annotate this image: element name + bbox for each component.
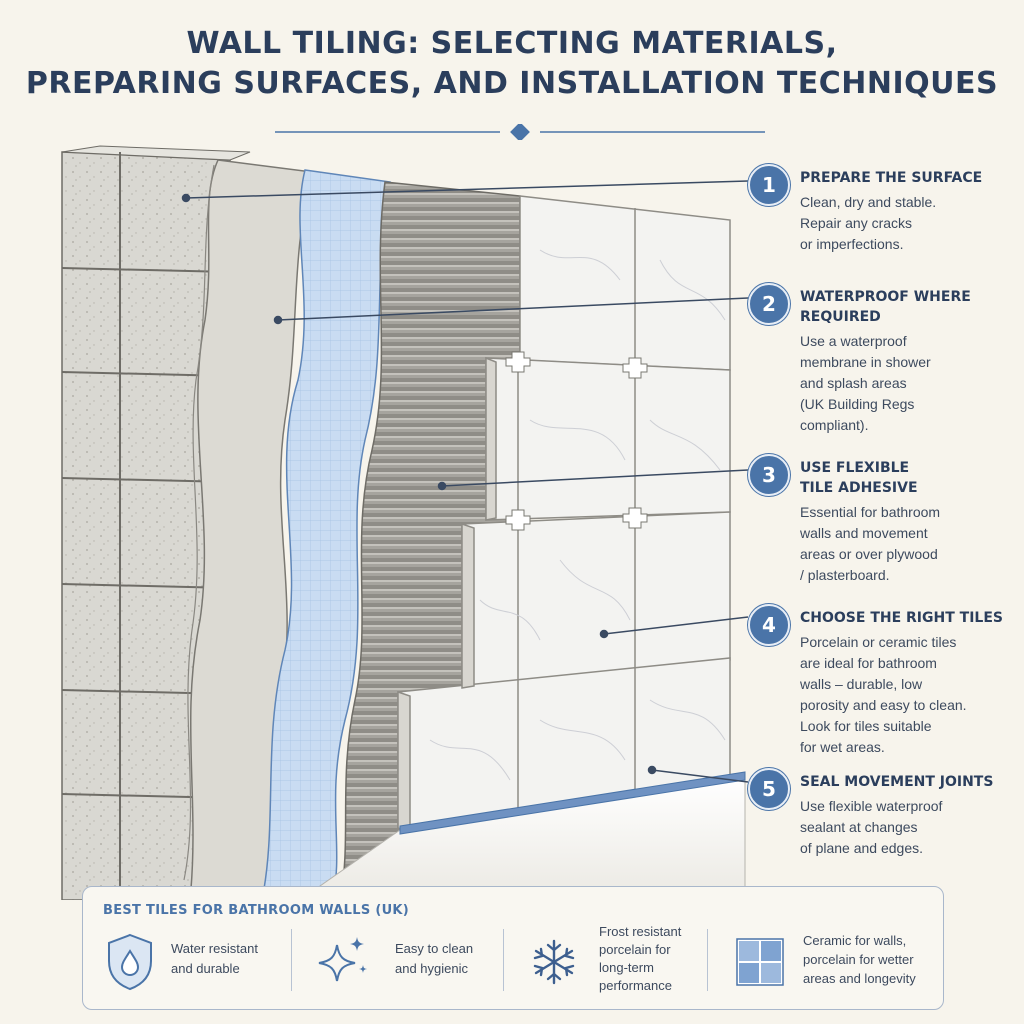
step-heading: PREPARE THE SURFACE xyxy=(800,170,983,186)
snowflake-icon xyxy=(527,931,581,993)
step-5 xyxy=(748,772,1018,859)
feature-water-resistant: Water resistant and durable xyxy=(103,923,293,1003)
title-line-1: WALL TILING: SELECTING MATERIALS, xyxy=(186,26,838,61)
step-heading: SEAL MOVEMENT JOINTS xyxy=(800,774,994,790)
step-2 xyxy=(748,287,1018,436)
sparkle-icon xyxy=(315,931,369,993)
panel-title: BEST TILES FOR BATHROOM WALLS (UK) xyxy=(103,903,410,918)
best-tiles-panel xyxy=(82,886,944,1010)
step-1 xyxy=(748,168,1018,255)
water-drop-shield-icon xyxy=(103,931,157,993)
page-title xyxy=(0,24,1024,104)
tile-grid-icon xyxy=(733,931,787,993)
step-3 xyxy=(748,458,1018,586)
title-divider xyxy=(270,124,770,140)
title-line-2: PREPARING SURFACES, AND INSTALLATION TECHNIQUES xyxy=(25,66,999,101)
step-number-badge: 5 xyxy=(748,768,790,810)
step-number-badge: 4 xyxy=(748,604,790,646)
feature-separator xyxy=(503,929,504,991)
feature-separator xyxy=(707,929,708,991)
step-body: Essential for bathroom walls and movement areas or over plywood / plasterboard. xyxy=(800,504,941,583)
feature-easy-clean: Easy to clean and hygienic xyxy=(315,923,505,1003)
feature-frost-resistant: Frost resistant porcelain for long-term performance xyxy=(527,923,717,1003)
step-heading: CHOOSE THE RIGHT TILES xyxy=(800,610,1003,626)
step-body: Clean, dry and stable. Repair any cracks or imperfections. xyxy=(800,194,937,252)
step-number-badge: 3 xyxy=(748,454,790,496)
feature-separator xyxy=(291,929,292,991)
step-body: Use a waterproof membrane in shower and splash areas (UK Building Regs compliant). xyxy=(800,333,931,433)
step-body: Use flexible waterproof sealant at changes of plane and edges. xyxy=(800,798,943,856)
step-body: Porcelain or ceramic tiles are ideal for bathroom walls – durable, low porosity and easy to clean. Look for tiles suitable for wet areas. xyxy=(800,634,967,755)
step-number-badge: 1 xyxy=(748,164,790,206)
step-number-badge: 2 xyxy=(748,283,790,325)
step-4 xyxy=(748,608,1018,758)
diamond-icon xyxy=(510,124,530,140)
step-heading: USE FLEXIBLE TILE ADHESIVE xyxy=(800,460,918,496)
step-heading: WATERPROOF WHERE REQUIRED xyxy=(800,289,971,325)
feature-ceramic-porcelain: Ceramic for walls, porcelain for wetter areas and longevity xyxy=(733,923,933,1003)
